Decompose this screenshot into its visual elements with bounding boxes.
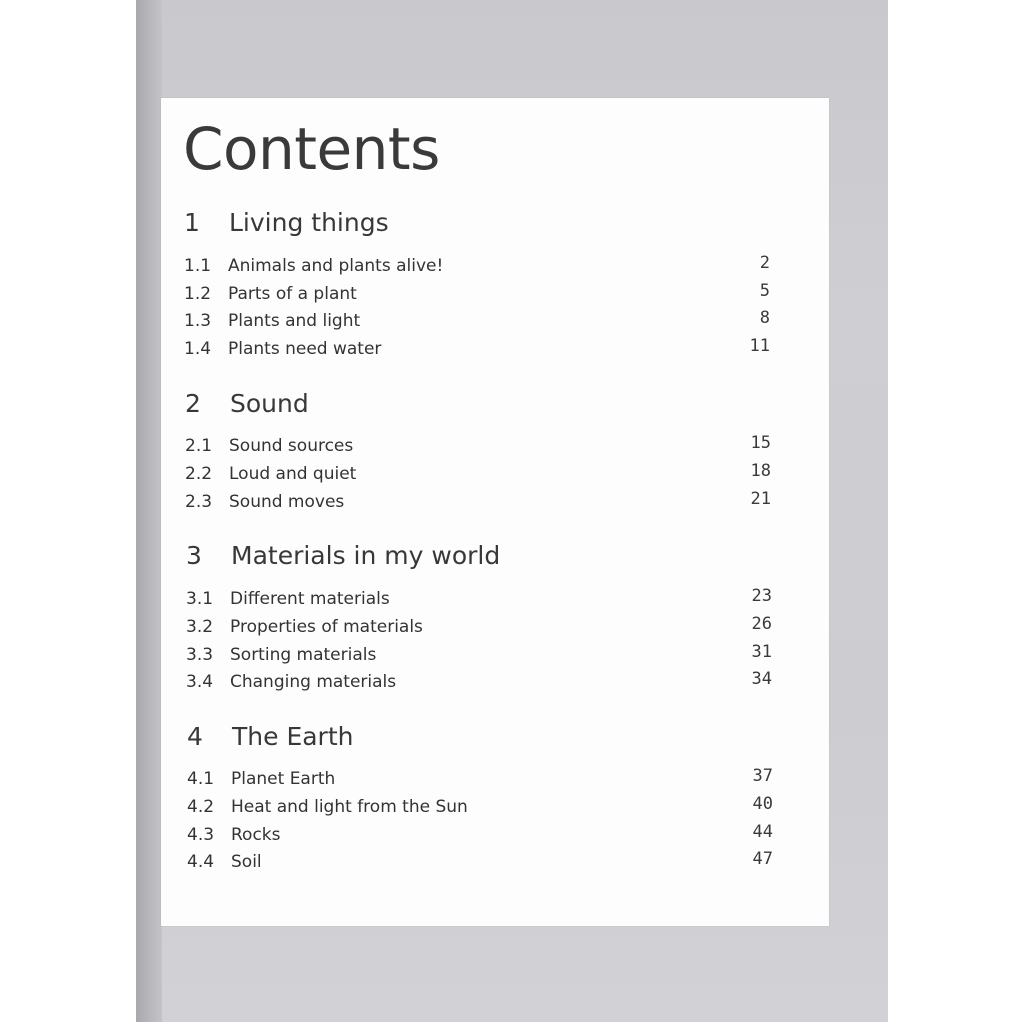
section-number: 3.3 [186,645,214,665]
spine-shadow [136,0,162,1022]
toc-entry[interactable] [186,669,786,696]
section-number: 1.4 [184,339,212,359]
section-number: 3.1 [186,589,214,609]
page-number: 18 [750,461,771,481]
section-title: Animals and plants alive! [228,256,444,276]
page-number: 21 [750,489,771,509]
section-number: 4.4 [187,852,215,872]
section-title: Sorting materials [230,645,377,665]
toc-entry[interactable] [186,614,786,641]
toc-entry[interactable] [187,794,787,821]
unit-title: Materials in my world [231,541,501,570]
page-number: 31 [751,642,772,662]
toc-entry[interactable] [187,822,787,849]
section-title: Different materials [230,589,390,609]
section-title: Loud and quiet [229,464,357,484]
toc-entry[interactable] [187,849,787,876]
page-number: 11 [749,336,770,356]
section-number: 2.3 [185,492,213,512]
page-number: 15 [750,433,771,453]
section-title: Rocks [231,825,281,845]
page-number: 37 [752,766,773,786]
section-title: Sound sources [229,436,354,456]
page-number: 23 [751,586,772,606]
page-number: 8 [759,308,770,328]
page-number: 40 [752,794,773,814]
section-number: 1.3 [184,311,212,331]
unit-number: 1 [184,208,200,237]
section-title: Soil [231,852,262,872]
section-number: 2.1 [185,436,213,456]
toc-entry[interactable] [185,489,785,516]
toc-entry[interactable] [184,253,784,280]
toc-entry[interactable] [184,281,784,308]
section-number: 4.2 [187,797,215,817]
section-title: Properties of materials [230,617,423,637]
section-title: Changing materials [230,672,397,692]
page-number: 34 [751,669,772,689]
page-number: 5 [759,281,770,301]
page-number: 2 [759,253,770,273]
unit-number: 4 [187,722,203,751]
section-title: Parts of a plant [228,284,357,304]
toc-entry[interactable] [186,642,786,669]
section-number: 4.3 [187,825,215,845]
section-number: 2.2 [185,464,213,484]
page-number: 47 [752,849,773,869]
section-title: Plants and light [228,311,361,331]
section-title: Plants need water [228,339,382,359]
toc-entry[interactable] [184,308,784,335]
toc-entry[interactable] [186,586,786,613]
unit-title: Sound [230,389,309,418]
section-number: 3.4 [186,672,214,692]
section-title: Planet Earth [231,769,336,789]
toc-entry[interactable] [184,336,784,363]
toc-entry[interactable] [185,433,785,460]
section-number: 1.2 [184,284,212,304]
unit-title: Living things [229,208,389,237]
page-title: Contents [183,115,440,183]
unit-number: 2 [185,389,201,418]
unit-title: The Earth [232,722,354,751]
page-number: 44 [752,822,773,842]
page-number: 26 [751,614,772,634]
section-number: 4.1 [187,769,215,789]
toc-entry[interactable] [187,766,787,793]
toc-entry[interactable] [185,461,785,488]
unit-number: 3 [186,541,202,570]
section-number: 3.2 [186,617,214,637]
section-number: 1.1 [184,256,212,276]
section-title: Heat and light from the Sun [231,797,468,817]
section-title: Sound moves [229,492,345,512]
